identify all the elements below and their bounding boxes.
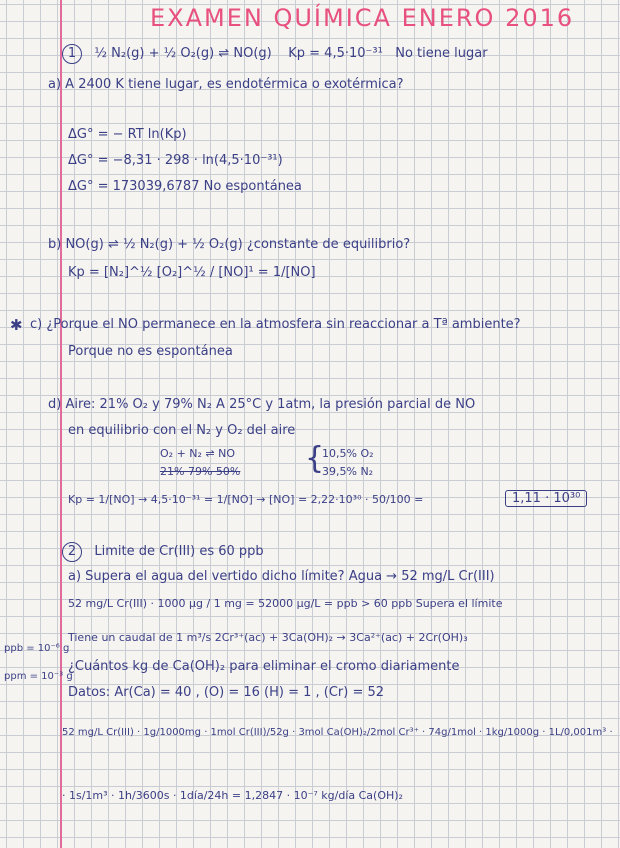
ppb-note: ppb = 10⁻⁶ g: [4, 643, 70, 654]
q1-c-question: c) ¿Porque el NO permanece en la atmosfera sin reaccionar a Tª ambiente?: [30, 317, 521, 332]
q1-reaction: ½ N₂(g) + ½ O₂(g) ⇌ NO(g): [94, 46, 272, 61]
q1-d-brace2: 39,5% N₂: [322, 465, 374, 478]
q1-d-question2: en equilibrio con el N₂ y O₂ del aire: [68, 423, 296, 438]
q1-a-line2: ΔG° = −8,31 · 298 · ln(4,5·10⁻³¹): [68, 153, 283, 168]
q1-b-question: b) NO(g) ⇌ ½ N₂(g) + ½ O₂(g) ¿constante de equilibrio?: [48, 237, 411, 252]
q2-calc-line1: 52 mg/L Cr(III) · 1g/1000mg · 1mol Cr(III)/52g · 3mol Ca(OH)₂/2mol Cr³⁺ · 74g/1mol · 1kg/1000g · 1L/0,001m³ ·: [62, 727, 613, 738]
q2-heading: Limite de Cr(III) es 60 ppb: [94, 544, 264, 559]
margin-line: [60, 0, 62, 848]
q1-a-question: a) A 2400 K tiene lugar, es endotérmica o exotérmica?: [48, 77, 404, 92]
q1-d-result: 1,11 · 10³⁰: [505, 490, 587, 507]
q1-d-eq-top: O₂ + N₂ ⇌ NO: [160, 447, 236, 460]
q2-b-question2: ¿Cuántos kg de Ca(OH)₂ para eliminar el cromo diariamente: [68, 659, 460, 674]
q1-d-brace1: 10,5% O₂: [322, 447, 374, 460]
ppm-note: ppm = 10⁻³ g: [4, 671, 73, 682]
q1-note: No tiene lugar: [395, 46, 488, 61]
q1-d-brace: {: [305, 441, 325, 476]
q1-d-eq-bottom: 21% 79% 50%: [160, 465, 241, 478]
q1-a-line3: ΔG° = 173039,6787 No espontánea: [68, 179, 302, 194]
q2-number: 2: [62, 542, 82, 562]
star-mark: ✱: [10, 316, 23, 334]
q1-c-answer: Porque no es espontánea: [68, 344, 233, 359]
q1-d-kp: Kp = 1/[NO] → 4,5·10⁻³¹ = 1/[NO] → [NO] = 2,22·10³⁰ · 50/100 =: [68, 493, 424, 506]
q2-datos: Datos: Ar(Ca) = 40 , (O) = 16 (H) = 1 , (Cr) = 52: [68, 685, 385, 700]
q1-b-kp: Kp = [N₂]^½ [O₂]^½ / [NO]¹ = 1/[NO]: [68, 265, 316, 280]
q2-a-question: a) Supera el agua del vertido dicho límite? Agua → 52 mg/L Cr(III): [68, 569, 495, 584]
q2-calc-line2: · 1s/1m³ · 1h/3600s · 1día/24h = 1,2847 · 10⁻⁷ kg/día Ca(OH)₂: [62, 789, 403, 802]
q1-header: [62, 44, 488, 64]
q1-kp: Kp = 4,5·10⁻³¹: [288, 46, 383, 61]
page-title: EXAMEN QUÍMICA ENERO 2016: [150, 4, 575, 32]
q1-d-question: d) Aire: 21% O₂ y 79% N₂ A 25°C y 1atm, la presión parcial de NO: [48, 397, 476, 412]
q1-number: 1: [62, 44, 82, 64]
q2-b-question1: Tiene un caudal de 1 m³/s 2Cr³⁺(ac) + 3Ca(OH)₂ → 3Ca²⁺(ac) + 2Cr(OH)₃: [68, 631, 468, 644]
q1-a-line1: ΔG° = − RT ln(Kp): [68, 127, 187, 142]
q2-a-calc: 52 mg/L Cr(III) · 1000 μg / 1 mg = 52000 μg/L = ppb > 60 ppb Supera el límite: [68, 597, 503, 610]
q2-header: [62, 542, 264, 562]
